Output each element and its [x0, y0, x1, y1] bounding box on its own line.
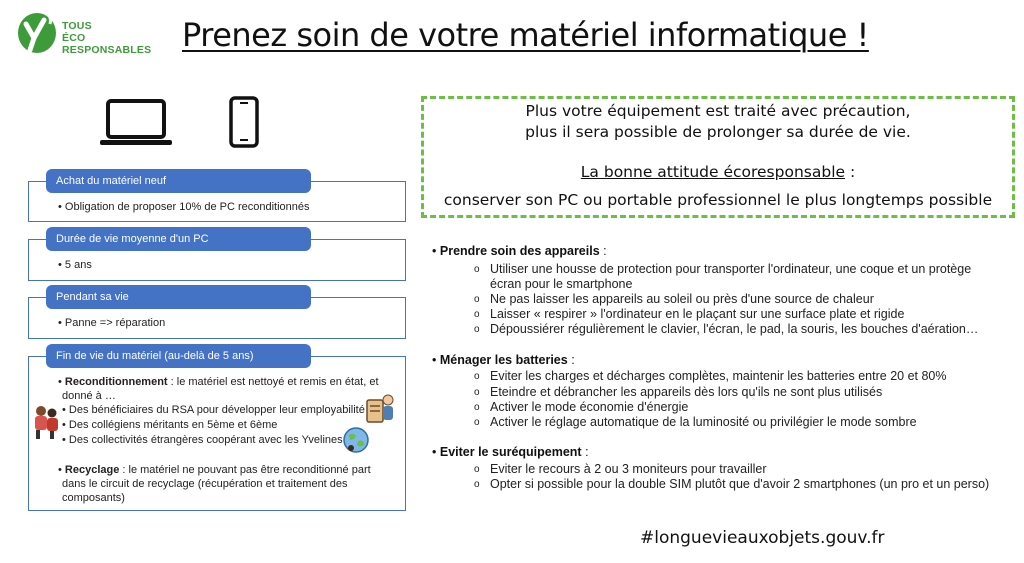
- laptop-icon: [98, 98, 174, 148]
- list-item-text: Opter si possible pour la double SIM plutôt que d'avoir 2 smartphones (un pro et un perso): [490, 477, 990, 491]
- sub-bullet: o: [474, 479, 480, 490]
- panel-vie-header: Pendant sa vie: [46, 285, 311, 309]
- list-item-text: Dépoussiérer régulièrement le clavier, l'écran, le pad, la souris, les bouches d'aération…: [490, 322, 979, 336]
- list-item-text: Eteindre et débrancher les appareils dès lors qu'ils ne sont plus utilisés: [490, 385, 883, 399]
- globe-icon: [342, 426, 370, 454]
- page-title: Prenez soin de votre matériel informatique !: [182, 16, 869, 54]
- recond-line-1: • Reconditionnement : le matériel est nettoyé et remis en état, et: [58, 376, 379, 388]
- sub-bullet: o: [474, 371, 480, 382]
- panel-vie-item: • Panne => réparation: [58, 317, 166, 329]
- list-item-text: Activer le mode économie d'énergie: [490, 400, 689, 414]
- bullet: •: [432, 244, 437, 258]
- sub-bullet: o: [474, 294, 480, 305]
- section-title-surequipement: [432, 445, 589, 459]
- section-title-appareils: [432, 244, 607, 258]
- logo-line-3: RESPONSABLES: [62, 44, 152, 56]
- sub-bullet: o: [474, 387, 480, 398]
- panel-duree-header: Durée de vie moyenne d'un PC: [46, 227, 311, 251]
- list-item: [474, 322, 978, 336]
- recycl-text: : le matériel ne pouvant pas être reconditionné part: [119, 464, 371, 476]
- recond-sub-3: • Des collectivités étrangères coopérant avec les Yvelines: [62, 434, 343, 446]
- recycl-line-2: dans le circuit de recyclage (récupération et traitement des: [62, 478, 348, 490]
- recond-text: : le matériel est nettoyé et remis en état, et: [167, 376, 379, 388]
- panel-duree-item: • 5 ans: [58, 259, 92, 271]
- sub-bullet: o: [474, 417, 480, 428]
- sub-bullet: o: [474, 464, 480, 475]
- people-icon: [32, 404, 60, 440]
- recycl-label: Recyclage: [64, 464, 120, 476]
- logo-line-1: TOUS: [62, 20, 92, 32]
- callout-line-2: plus il sera possible de prolonger sa durée de vie.: [525, 123, 911, 141]
- list-item: [474, 415, 917, 429]
- section-title-text: Eviter le suréquipement: [439, 445, 582, 459]
- hashtag-link[interactable]: #longuevieauxobjets.gouv.fr: [640, 528, 885, 548]
- list-item-text: Utiliser une housse de protection pour transporter l'ordinateur, une coque et un protège: [490, 262, 972, 276]
- sub-bullet: o: [474, 309, 480, 320]
- list-item: [474, 400, 688, 414]
- sub-bullet: o: [474, 324, 480, 335]
- callout-line-1: Plus votre équipement est traité avec précaution,: [525, 102, 911, 120]
- panel-achat-item: • Obligation de proposer 10% de PC reconditionnés: [58, 201, 310, 213]
- list-item: [474, 262, 971, 276]
- recond-line-2: donné à …: [62, 390, 116, 402]
- bullet: •: [432, 353, 437, 367]
- callout-line-3: [424, 163, 1012, 181]
- callout-line-3-suffix: :: [845, 163, 856, 181]
- logo-line-2: ÉCO: [62, 32, 86, 44]
- list-item: [474, 462, 767, 476]
- panel-achat-header: Achat du matériel neuf: [46, 169, 311, 193]
- list-item: [474, 307, 904, 321]
- panel-fin-header: Fin de vie du matériel (au-delà de 5 ans): [46, 344, 311, 368]
- list-item-text: Laisser « respirer » l'ordinateur en le plaçant sur une surface plate et rigide: [490, 307, 905, 321]
- list-item-continued: écran pour le smartphone: [490, 277, 633, 291]
- callout-box: [421, 96, 1015, 218]
- sub-bullet: o: [474, 402, 480, 413]
- recond-sub-1: • Des bénéficiaires du RSA pour développer leur employabilité: [62, 404, 365, 416]
- section-suffix: :: [567, 353, 575, 367]
- worker-icon: [365, 392, 395, 426]
- sub-bullet: o: [474, 264, 480, 275]
- list-item: [474, 292, 874, 306]
- logo-leaf-icon: [14, 6, 60, 56]
- list-item-text: Ne pas laisser les appareils au soleil ou près d'une source de chaleur: [490, 292, 874, 306]
- section-title-batteries: [432, 353, 575, 367]
- section-title-text: Ménager les batteries: [439, 353, 568, 367]
- smartphone-icon: [228, 96, 260, 148]
- section-title-text: Prendre soin des appareils: [439, 244, 600, 258]
- section-suffix: :: [599, 244, 607, 258]
- bullet: •: [432, 445, 437, 459]
- logo: [14, 6, 152, 62]
- list-item-text: Eviter le recours à 2 ou 3 moniteurs pour travailler: [490, 462, 767, 476]
- callout-attitude: La bonne attitude écoresponsable: [580, 163, 846, 181]
- callout-line-4: conserver son PC ou portable professionnel le plus longtemps possible: [443, 191, 993, 209]
- list-item: [474, 385, 882, 399]
- list-item: [474, 477, 989, 491]
- recond-sub-2: • Des collégiens méritants en 5ème et 6ème: [62, 419, 278, 431]
- recycl-line-1: • Recyclage : le matériel ne pouvant pas être reconditionné part: [58, 464, 371, 476]
- list-item-text: Activer le réglage automatique de la luminosité ou privilégier le mode sombre: [490, 415, 917, 429]
- recond-label: Reconditionnement: [64, 376, 168, 388]
- list-item: [474, 369, 947, 383]
- list-item-text: Eviter les charges et décharges complètes, maintenir les batteries entre 20 et 80%: [490, 369, 947, 383]
- section-suffix: :: [581, 445, 589, 459]
- recycl-line-3: composants): [62, 492, 125, 504]
